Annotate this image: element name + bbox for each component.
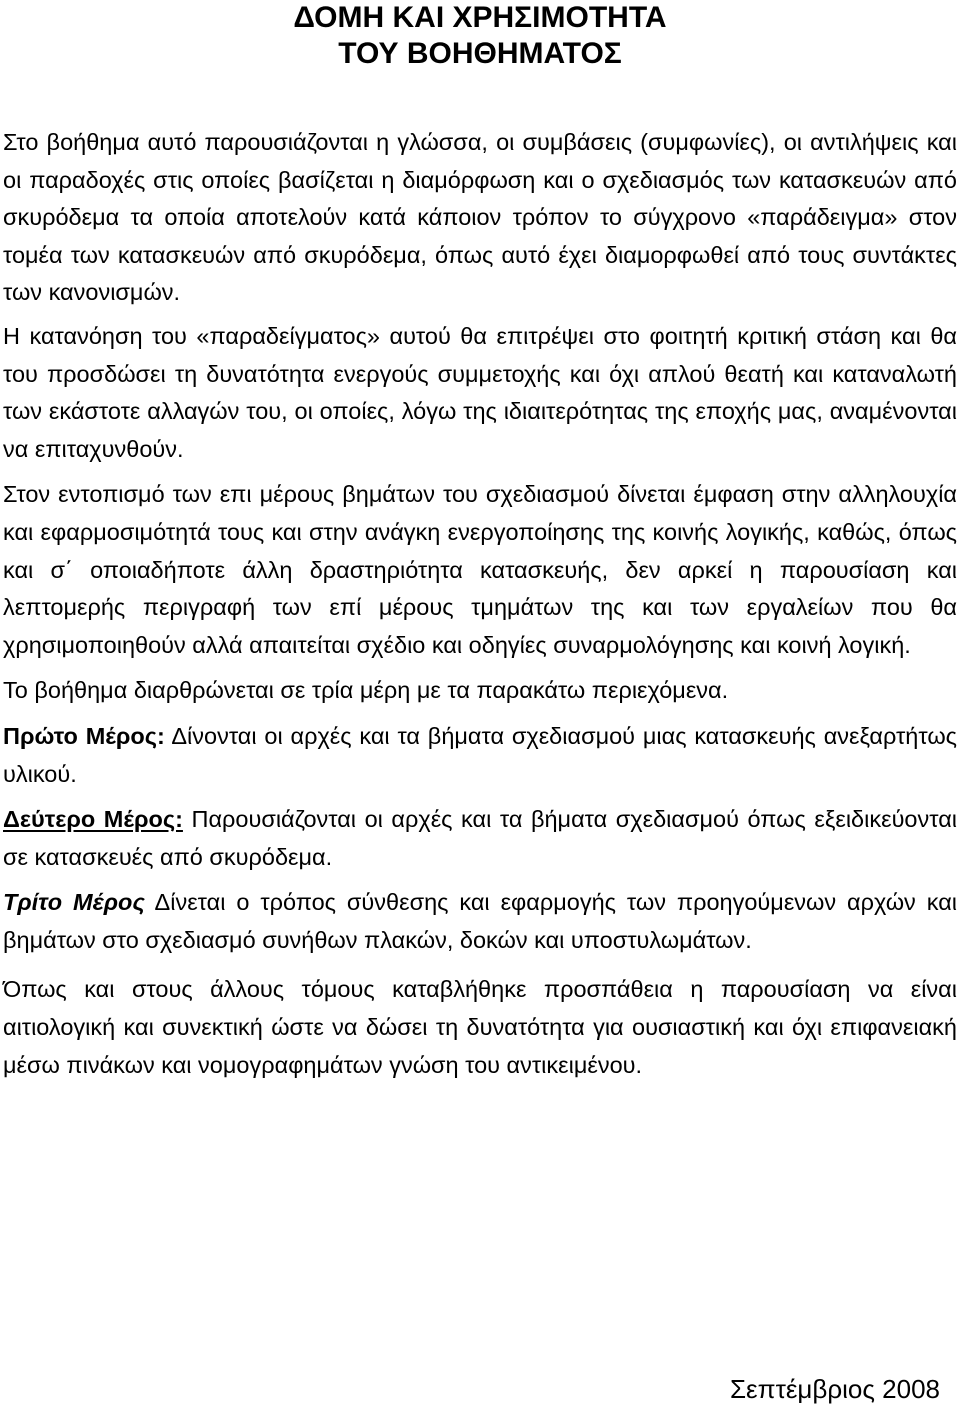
- part-2-label: Δεύτερο Μέρος:: [3, 806, 183, 833]
- paragraph-understanding: Η κατανόηση του «παραδείγματος» αυτού θα επιτρέψει στο φοιτητή κριτική στάση και θα του προσδώσει τη δυνατότητα ενεργούς συμμετοχής και όχι απλού θεατή και καταναλωτή των εκάστοτε αλλαγών του, οι οποίες, λόγω της ιδιαιτερότητας της εποχής μας, αναμένονται να επιταχυνθούν.: [3, 322, 957, 462]
- paragraph-structure: [3, 672, 957, 710]
- part-3-text: Δίνεται ο τρόπος σύνθεσης και εφαρμογής των προηγούμενων αρχών και βημάτων στο σχεδιασμό συνήθων πλακών, δοκών και υποστυλωμάτων.: [3, 889, 958, 953]
- title-line-1: ΔΟΜΗ ΚΑΙ ΧΡΗΣΙΜΟΤΗΤΑ: [293, 1, 667, 34]
- paragraph-design-steps: Στον εντοπισμό των επι μέρους βημάτων του σχεδιασμού δίνεται έμφαση στην αλληλουχία και εφαρμοσιμότητά τους και στην ανάγκη ενεργοποίησης της κοινής λογικής, καθώς, όπως και σ΄ οποιαδήποτε άλλη δραστηριότητα κατασκευής, δεν αρκεί η παρουσίαση και λεπτομερής περιγραφή των επί μέρους τμημάτων της και των εργαλείων που θα χρησιμοποιηθούν αλλά απαιτείται σχέδιο και οδηγίες συναρμολόγησης και κοινή λογική.: [3, 481, 957, 658]
- part-1-text: Δίνονται οι αρχές και τα βήματα σχεδιασμού μιας κατασκευής ανεξαρτήτως υλικού.: [3, 722, 957, 787]
- title-line-2: ΤΟΥ ΒΟΗΘΗΜΑΤΟΣ: [338, 37, 622, 70]
- part-3-label: Τρίτο Μέρος: [3, 889, 145, 916]
- structure-text: Το βοήθημα διαρθρώνεται σε τρία μέρη με τα παρακάτω περιεχόμενα.: [3, 677, 729, 704]
- part-2-text: Παρουσιάζονται οι αρχές και τα βήματα σχεδιασμού όπως εξειδικεύονται σε κατασκευές από σκυρόδεμα.: [3, 806, 957, 870]
- paragraph-closing: Όπως και στους άλλους τόμους καταβλήθηκε προσπάθεια η παρουσίαση να είναι αιτιολογική και συνεκτική ώστε να δώσει τη δυνατότητα για ουσιαστική και όχι επιφανειακή μέσω πινάκων και νομογραφημάτων γνώση του αντικειμένου.: [3, 976, 957, 1078]
- part-1: [3, 718, 957, 793]
- part-1-label: Πρώτο Μέρος:: [3, 722, 165, 749]
- paragraph-intro: Στο βοήθημα αυτό παρουσιάζονται η γλώσσα, οι συμβάσεις (συμφωνίες), οι αντιλήψεις και οι παραδοχές στις οποίες βασίζεται η διαμόρφωση και ο σχεδιασμός των κατασκευών από σκυρόδεμα τα οποία αποτελούν κατά κάποιον τρόπον το σύγχρονο «παράδειγμα» στον τομέα των κατασκευών από σκυρόδεμα, όπως αυτό έχει διαμορφωθεί από τους συντάκτες των κανονισμών.: [3, 129, 957, 306]
- part-3: [3, 884, 957, 959]
- part-2: [3, 801, 957, 876]
- document-date: Σεπτέμβριος 2008: [729, 1374, 940, 1404]
- document-body: [3, 124, 957, 1090]
- page-title: [0, 0, 960, 72]
